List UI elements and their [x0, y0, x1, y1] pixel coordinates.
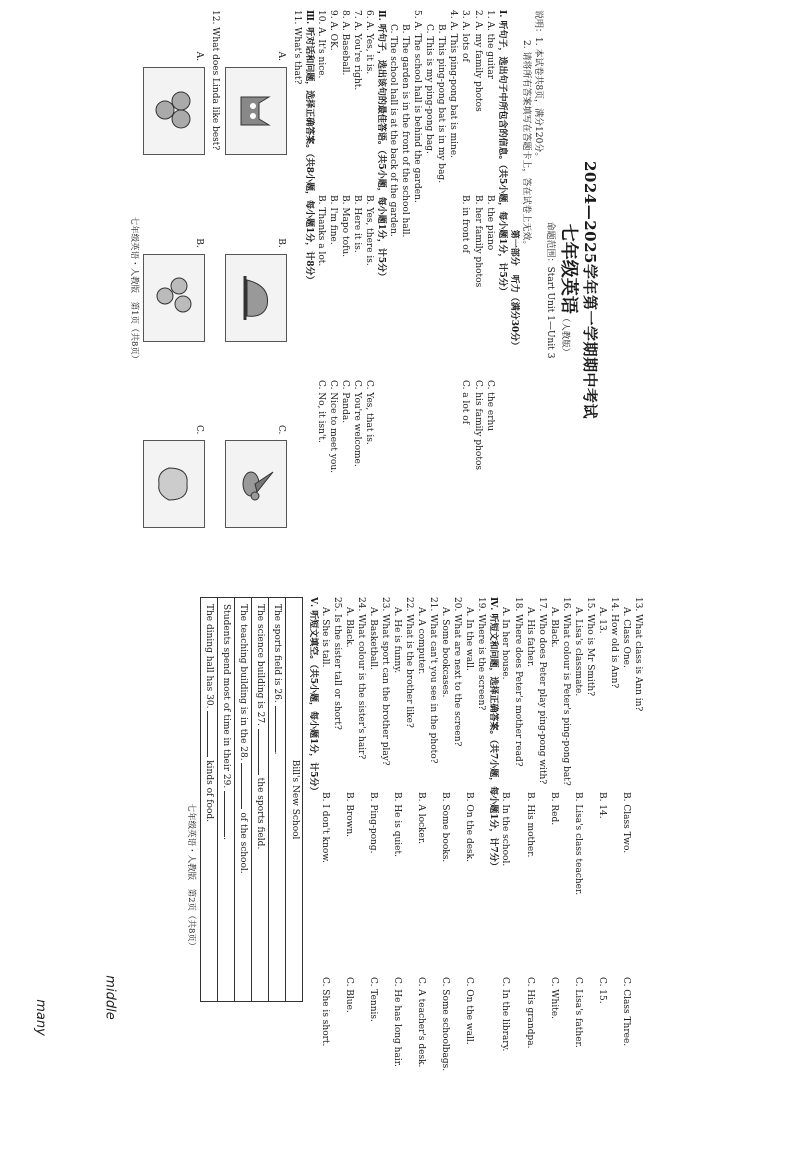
question-21: 21. What can't you see in the photo? A. A computer. B. A locker. C. A teacher's desk. [416, 597, 439, 1068]
question-4: 4. A. This ping-pong bat is mine. B. This ping-pong bat is in my bag. C. This is my ping-pong bag. [424, 10, 459, 184]
table-row: The teaching building is in the 28. of the school. [234, 598, 251, 1001]
page-2-footer: 七年级英语・人教版 第2页（共8页） [185, 803, 196, 951]
question-24: 24. What colour is the sister's hair? A. Black. B. Brown. C. Blue. [343, 597, 366, 1013]
question-18: 18. Where does Peter's mother read? A. In her house. B. In the school. C. In the library. [500, 597, 523, 1052]
bird-picture [225, 440, 287, 528]
answer-blank-29[interactable] [224, 791, 233, 837]
question-3: 3. A. lots of B. in front of C. a lot of [460, 10, 471, 425]
part-title: 第一部分 听力（满分30分） [508, 229, 519, 351]
question-20: 20. What are next to the screen? A. Some bookcases. B. Some books. C. Some schoolbags. [440, 597, 463, 1072]
question-2: 2. A. my family photos B. her family photos C. his family photos [472, 10, 483, 471]
apples-picture [143, 67, 205, 155]
question-15: 15. Who is Mr Smith? A. Lisa's classmate. B. Lisa's class teacher. C. Lisa's father. [572, 597, 595, 1048]
section-5-heading: Ⅴ. 听短文填空。（共5小题，每小题1分，计5分） [307, 597, 318, 796]
question-23: 23. What sport can the brother play? A. Basketball. B. Ping-pong. C. Tennis. [367, 597, 391, 1022]
handwriting-many: many [32, 999, 48, 1036]
instruction-2: 2. 请将所有答案填写在答题卡上，答在试卷上无效。 [520, 40, 531, 250]
exam-title: 2024—2025学年第一学期期中考试 [581, 161, 599, 419]
exam-subject: 七年级英语（人教版） [557, 223, 579, 357]
question-8: 8. A. Baseball. B. Mapo tofu. C. Panda. [340, 10, 350, 424]
question-11: 11. What's that? [291, 10, 302, 85]
table-row: Students spend most of time in their 29. . [217, 598, 234, 1001]
handwriting-middle: middle [102, 975, 118, 1020]
answer-blank-28[interactable] [241, 763, 250, 809]
section-2-heading: Ⅱ. 听句子，选出该句的最佳答语。（共5小题，每小题1分，计5分） [376, 10, 387, 282]
answer-blank-27[interactable] [258, 729, 267, 775]
section-4-heading: Ⅳ. 听短文和问题，选择正确答案。（共7小题，每小题1分，计7分） [488, 597, 499, 871]
question-10: 10. A. It's nice. B. Thanks a lot. C. No, it isn't. [315, 10, 326, 443]
table-row: The dining hall has 30. kinds of food. [203, 604, 214, 822]
section-1-heading: Ⅰ. 听句子，选出句子中所包含的信息。（共5小题，每小题1分，计5分） [496, 10, 507, 296]
question-13: 13. What class is Ann in? A. Class One. B. Class Two. C. Class Three. [620, 597, 643, 1047]
question-7: 7. A. You're right. B. Here it is. C. You're welcome. [352, 10, 363, 467]
instruction-1: 说明：1. 本试卷共8页，满分120分。 [532, 10, 543, 162]
question-12: 12. What does Linda like best? [209, 10, 220, 151]
question-17: 17. Who does Peter play ping-pong with? A. His father. B. His mother. C. His grandpa. [524, 597, 547, 1049]
cabbage-picture [143, 440, 205, 528]
table-row: The sports field is 26. . [268, 598, 285, 1001]
question-25: 25. Is the sister tall or short? A. She is tall. B. I don't know. C. She is short. [319, 597, 342, 1047]
answer-blank-30[interactable] [207, 711, 216, 757]
question-12-pictures: A. B. C. [143, 10, 205, 570]
fill-in-table [200, 597, 303, 1002]
answer-blank-26[interactable] [275, 706, 284, 752]
cap-picture [225, 254, 287, 342]
page-1-footer: 七年级英语・人教版 第1页（共8页） [128, 216, 139, 364]
oranges-picture [143, 254, 205, 342]
table-row: The science building is 27. the sports field. [251, 598, 268, 1001]
exam-scope: 命题范围：Start Unit 1—Unit 3 [544, 221, 555, 359]
table-title: Bill's New School [285, 598, 302, 1001]
question-9: 9. A. OK. B. I'm fine. C. Nice to meet you. [327, 10, 338, 473]
question-19: 19. Where is the screen? A. In the wall. B. On the desk. C. On the wall. [464, 597, 487, 1045]
exam-page-1 [128, 10, 602, 570]
section-3-heading: Ⅲ. 听对话和问题，选择正确答案。（共8小题，每小题1分，计8分） [303, 10, 314, 285]
question-11-pictures: A. B. C. [225, 10, 287, 570]
cat-picture [225, 67, 287, 155]
question-5: 5. A. The school hall is behind the garden. B. The garden is in the front of the school hall. C. The school hall is at the back of the garden. [388, 10, 423, 238]
question-16: 16. What colour is Peter's ping-pong bat? A. Black. B. Red. C. White. [548, 597, 571, 1020]
question-14: 14. How old is Ann? A. 13. B. 14. C. 15. [596, 597, 619, 1004]
question-6: 6. A. Yes, it is. B. Yes, there is. C. Yes, that is. [364, 10, 375, 445]
question-22: 22. What is the brother like? A. He is funny. B. He is quiet. C. He has long hair. [392, 597, 415, 1067]
exam-page-2 [185, 597, 644, 1157]
question-1: 1. A. the guitar B. the piano C. the erhu [484, 10, 495, 432]
